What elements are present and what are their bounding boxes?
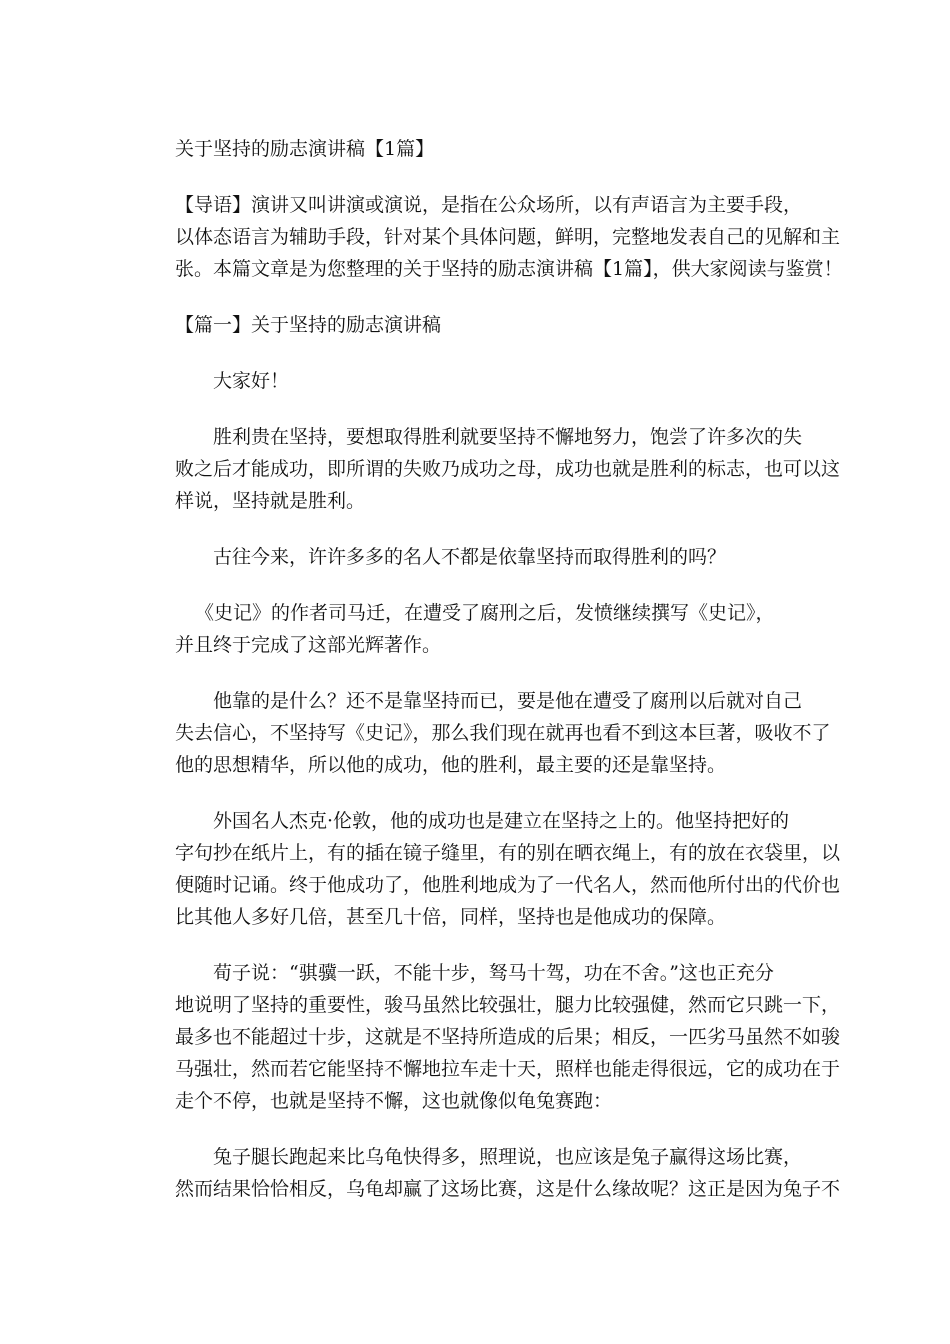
document-title: 关于坚持的励志演讲稿【1篇】 bbox=[175, 138, 435, 160]
paragraph-4-line-1: 他靠的是什么？还不是靠坚持而已，要是他在遭受了腐刑以后就对自己 bbox=[213, 690, 803, 712]
intro-line-1: 【导语】演讲又叫讲演或演说，是指在公众场所，以有声语言为主要手段， bbox=[175, 194, 803, 216]
paragraph-3-line-1: 《史记》的作者司马迁，在遭受了腐刑之后，发愤继续撰写《史记》， bbox=[195, 602, 775, 624]
paragraph-4-line-3: 他的思想精华，所以他的成功，他的胜利，最主要的还是靠坚持。 bbox=[175, 754, 727, 776]
paragraph-6-line-2: 地说明了坚持的重要性，骏马虽然比较强壮，腿力比较强健，然而它只跳一下， bbox=[175, 994, 841, 1016]
paragraph-6-line-3: 最多也不能超过十步，这就是不坚持所造成的后果；相反，一匹劣马虽然不如骏 bbox=[175, 1026, 841, 1048]
paragraph-2 bbox=[175, 541, 810, 573]
paragraph-5-line-2: 字句抄在纸片上，有的插在镜子缝里，有的别在晒衣绳上，有的放在衣袋里，以 bbox=[175, 842, 841, 864]
paragraph-1-line-1: 胜利贵在坚持，要想取得胜利就要坚持不懈地努力，饱尝了许多次的失 bbox=[213, 426, 803, 448]
paragraph-5 bbox=[175, 805, 841, 933]
paragraph-6-line-1: 荀子说：“骐骥一跃，不能十步，驽马十驾，功在不舍。”这也正充分 bbox=[213, 962, 774, 984]
paragraph-3 bbox=[175, 597, 810, 661]
intro-line-3: 张。本篇文章是为您整理的关于坚持的励志演讲稿【1篇】，供大家阅读与鉴赏！ bbox=[175, 258, 843, 280]
paragraph-5-line-3: 便随时记诵。终于他成功了，他胜利地成为了一代名人，然而他所付出的代价也 bbox=[175, 874, 841, 896]
paragraph-3-line-2: 并且终于完成了这部光辉著作。 bbox=[175, 634, 442, 656]
paragraph-5-line-1: 外国名人杰克·伦敦，他的成功也是建立在坚持之上的。他坚持把好的 bbox=[213, 810, 790, 832]
paragraph-1-line-2: 败之后才能成功，即所谓的失败乃成功之母，成功也就是胜利的标志，也可以这 bbox=[175, 458, 841, 480]
paragraph-2-line-1: 古往今来，许许多多的名人不都是依靠坚持而取得胜利的吗？ bbox=[213, 546, 727, 568]
greeting: 大家好！ bbox=[213, 370, 290, 392]
paragraph-6-line-4: 马强壮，然而若它能坚持不懈地拉车走十天，照样也能走得很远，它的成功在于 bbox=[175, 1058, 841, 1080]
paragraph-6-line-5: 走个不停，也就是坚持不懈，这也就像似龟兔赛跑： bbox=[175, 1090, 613, 1112]
paragraph-1-line-3: 样说，坚持就是胜利。 bbox=[175, 490, 366, 512]
section-heading: 【篇一】关于坚持的励志演讲稿 bbox=[175, 314, 442, 336]
paragraph-7-line-1: 兔子腿长跑起来比乌龟快得多，照理说，也应该是兔子赢得这场比赛， bbox=[213, 1146, 803, 1168]
paragraph-7-line-2: 然而结果恰恰相反，乌龟却赢了这场比赛，这是什么缘故呢？这正是因为兔子不 bbox=[175, 1178, 841, 1200]
paragraph-4-line-2: 失去信心，不坚持写《史记》，那么我们现在就再也看不到这本巨著，吸收不了 bbox=[175, 722, 831, 744]
intro-paragraph bbox=[175, 189, 843, 285]
paragraph-1 bbox=[175, 421, 841, 517]
paragraph-5-line-4: 比其他人多好几倍，甚至几十倍，同样，坚持也是他成功的保障。 bbox=[175, 906, 727, 928]
paragraph-4 bbox=[175, 685, 831, 781]
intro-line-2: 以体态语言为辅助手段，针对某个具体问题，鲜明，完整地发表自己的见解和主 bbox=[175, 226, 841, 248]
paragraph-6 bbox=[175, 957, 841, 1117]
paragraph-7 bbox=[175, 1141, 841, 1205]
